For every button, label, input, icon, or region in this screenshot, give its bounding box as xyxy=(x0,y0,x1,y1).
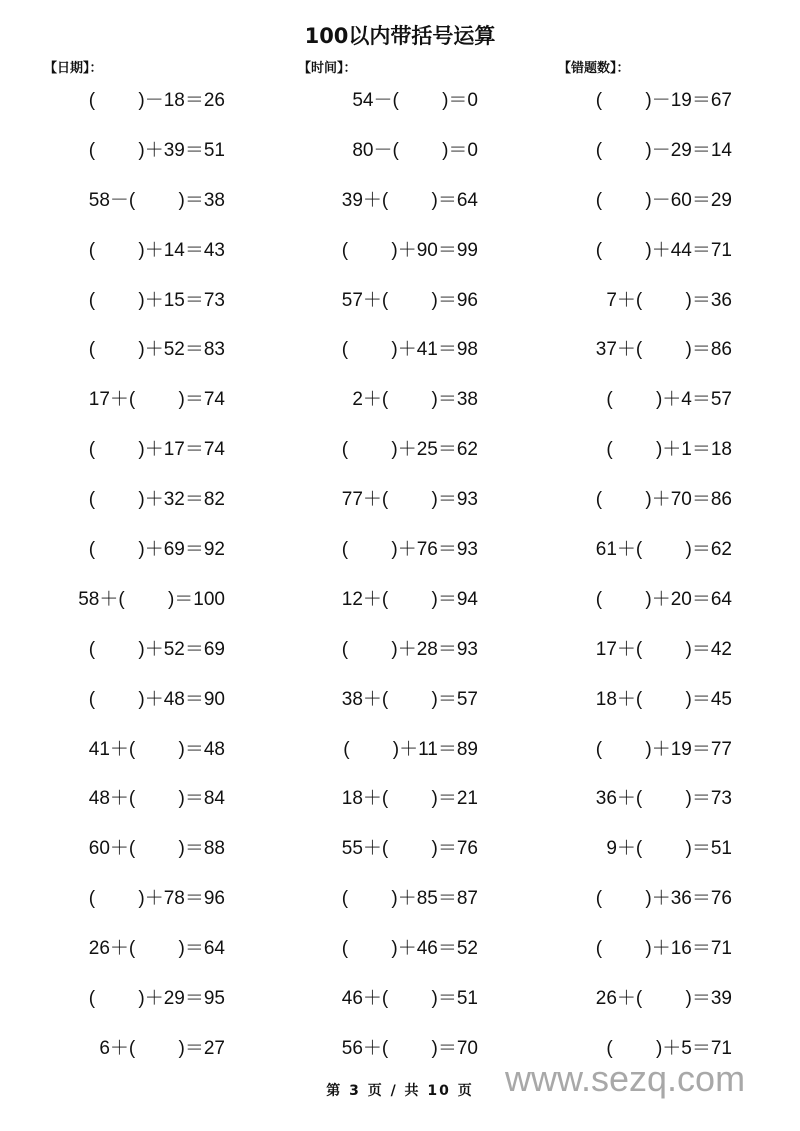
math-problem: ( )＋52＝69 xyxy=(88,638,225,660)
page-indicator: 第 3 页 / 共 10 页 xyxy=(326,1083,474,1099)
problem-row xyxy=(0,335,800,385)
math-problem: ( )＋41＝98 xyxy=(341,339,478,361)
math-problem: 54－( )＝0 xyxy=(352,90,478,111)
math-problem: 61＋( )＝62 xyxy=(595,539,732,561)
math-problem: ( )－19＝67 xyxy=(595,90,732,111)
problem-row xyxy=(0,834,800,884)
math-problem: 17＋( )＝42 xyxy=(595,638,732,660)
math-problem: ( )－29＝14 xyxy=(595,139,732,161)
math-problem: 39＋( )＝64 xyxy=(341,189,478,211)
math-problem: 38＋( )＝57 xyxy=(341,688,478,710)
math-problem: ( )－18＝26 xyxy=(88,90,225,111)
problem-row xyxy=(0,385,800,435)
worksheet-title: 100以内带括号运算 xyxy=(304,24,496,48)
math-problem: ( )＋29＝95 xyxy=(88,988,225,1010)
math-problem: 36＋( )＝73 xyxy=(595,788,732,810)
math-problem: 2＋( )＝38 xyxy=(352,389,478,411)
math-problem: 77＋( )＝93 xyxy=(341,489,478,511)
math-problem: ( )＋1＝18 xyxy=(606,439,732,461)
problem-row xyxy=(0,735,800,785)
errors-label: 【错题数】： xyxy=(558,61,630,76)
math-problem: 26＋( )＝64 xyxy=(88,938,225,960)
math-problem: ( )－60＝29 xyxy=(595,189,732,211)
math-problem: ( )＋32＝82 xyxy=(88,489,225,511)
problem-row xyxy=(0,86,800,136)
math-problem: 6＋( )＝27 xyxy=(99,1037,225,1059)
math-problem: ( )＋70＝86 xyxy=(595,489,732,511)
math-problem: ( )＋78＝96 xyxy=(88,888,225,910)
math-problem: ( )＋4＝57 xyxy=(606,389,732,411)
math-problem: ( )＋17＝74 xyxy=(88,439,225,461)
math-problem: 9＋( )＝51 xyxy=(606,838,732,860)
math-problem: ( )＋20＝64 xyxy=(595,588,732,610)
problem-row xyxy=(0,984,800,1034)
math-problem: ( )＋5＝71 xyxy=(606,1037,732,1059)
math-problem: 26＋( )＝39 xyxy=(595,988,732,1010)
math-problem: 58－( )＝38 xyxy=(88,189,225,211)
problem-row xyxy=(0,934,800,984)
math-problem: 48＋( )＝84 xyxy=(88,788,225,810)
math-problem: ( )＋85＝87 xyxy=(341,888,478,910)
math-problem: ( )＋39＝51 xyxy=(88,139,225,161)
math-problem: 46＋( )＝51 xyxy=(341,988,478,1010)
math-problem: 12＋( )＝94 xyxy=(341,588,478,610)
problem-row xyxy=(0,186,800,236)
watermark: www.sezq.com xyxy=(505,1058,746,1099)
problem-row xyxy=(0,635,800,685)
math-problem: ( )＋28＝93 xyxy=(341,638,478,660)
math-problem: ( )＋25＝62 xyxy=(341,439,478,461)
math-problem: ( )＋69＝92 xyxy=(88,539,225,561)
problem-row xyxy=(0,585,800,635)
math-problem: ( )＋48＝90 xyxy=(88,688,225,710)
math-problem: ( )＋16＝71 xyxy=(595,938,732,960)
problem-row xyxy=(0,435,800,485)
math-problem: ( )＋46＝52 xyxy=(341,938,478,960)
problem-row xyxy=(0,784,800,834)
math-problem: 18＋( )＝21 xyxy=(341,788,478,810)
math-problem: 55＋( )＝76 xyxy=(341,838,478,860)
time-label: 【时间】： xyxy=(298,61,357,76)
math-problem: 60＋( )＝88 xyxy=(88,838,225,860)
problem-row xyxy=(0,535,800,585)
math-problem: 57＋( )＝96 xyxy=(341,289,478,311)
math-problem: ( )＋11＝89 xyxy=(343,738,478,760)
problem-row xyxy=(0,685,800,735)
math-problem: 17＋( )＝74 xyxy=(88,389,225,411)
math-problem: ( )＋52＝83 xyxy=(88,339,225,361)
problem-row xyxy=(0,485,800,535)
math-problem: 7＋( )＝36 xyxy=(606,289,732,311)
math-problem: ( )＋90＝99 xyxy=(341,239,478,261)
math-problem: ( )＋14＝43 xyxy=(88,239,225,261)
date-label: 【日期】： xyxy=(44,61,103,76)
math-problem: ( )＋15＝73 xyxy=(88,289,225,311)
math-problem: 56＋( )＝70 xyxy=(341,1037,478,1059)
math-problem: ( )＋76＝93 xyxy=(341,539,478,561)
math-problem: 58＋( )＝100 xyxy=(78,588,225,610)
problem-grid xyxy=(0,86,800,1084)
math-problem: 41＋( )＝48 xyxy=(88,738,225,760)
problem-row xyxy=(0,236,800,286)
problem-row xyxy=(0,136,800,186)
problem-row xyxy=(0,286,800,336)
math-problem: 80－( )＝0 xyxy=(352,139,478,161)
math-problem: ( )＋44＝71 xyxy=(595,239,732,261)
math-problem: 37＋( )＝86 xyxy=(595,339,732,361)
math-problem: ( )＋19＝77 xyxy=(595,738,732,760)
math-problem: ( )＋36＝76 xyxy=(595,888,732,910)
problem-row xyxy=(0,884,800,934)
math-problem: 18＋( )＝45 xyxy=(595,688,732,710)
